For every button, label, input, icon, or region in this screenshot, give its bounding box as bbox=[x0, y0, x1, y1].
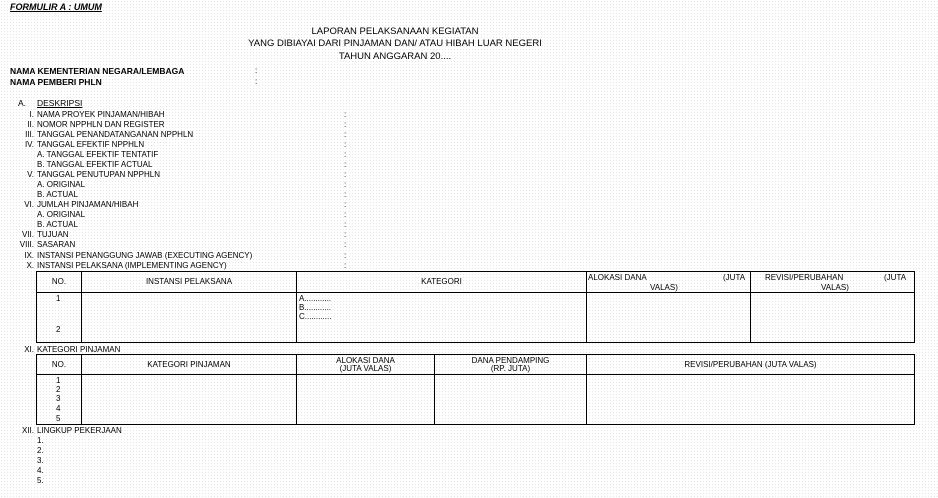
item-vi-b-colon: : bbox=[344, 220, 347, 229]
item-iv-number: IV. bbox=[24, 140, 34, 149]
implementing-agency-table bbox=[36, 271, 915, 343]
scope-item: 1. bbox=[37, 436, 44, 445]
table-xi-no-cell bbox=[37, 375, 82, 425]
table-x-header-revisi bbox=[751, 272, 915, 293]
section-xi-label: KATEGORI PINJAMAN bbox=[37, 345, 121, 354]
item-v-b-label: B. ACTUAL bbox=[37, 190, 78, 199]
item-i-number: I. bbox=[29, 110, 34, 119]
item-vi-label: JUMLAH PINJAMAN/HIBAH bbox=[37, 200, 139, 209]
table-x-row-number: 2 bbox=[56, 325, 61, 334]
alokasi-label: ALOKASI DANA bbox=[588, 273, 647, 282]
table-x-header-kategori: KATEGORI bbox=[297, 272, 587, 293]
ministry-label: NAMA KEMENTERIAN NEGARA/LEMBAGA bbox=[10, 66, 185, 76]
dana-line-2: (RP. JUTA) bbox=[490, 363, 531, 373]
item-ii-label: NOMOR NPPHLN DAN REGISTER bbox=[37, 120, 165, 129]
item-iii-colon: : bbox=[344, 130, 347, 139]
item-vii-label: TUJUAN bbox=[37, 230, 69, 239]
table-x-kategori-cell[interactable] bbox=[297, 293, 587, 343]
section-xii-label: LINGKUP PEKERJAAN bbox=[37, 426, 122, 435]
item-v-b-colon: : bbox=[344, 190, 347, 199]
item-i-colon: : bbox=[344, 110, 347, 119]
item-vi-colon: : bbox=[344, 200, 347, 209]
revisi-label: REVISI/PERUBAHAN bbox=[765, 273, 844, 282]
alokasi-unit-a: (JUTA bbox=[723, 273, 746, 282]
ministry-colon: : bbox=[255, 66, 258, 75]
table-x-header-instansi: INSTANSI PELAKSANA bbox=[82, 272, 297, 293]
table-xi-header-alokasi bbox=[297, 355, 435, 375]
section-a-letter: A. bbox=[18, 98, 27, 108]
item-ix-number: IX. bbox=[24, 251, 34, 260]
form-label: FORMULIR A : UMUM bbox=[10, 2, 102, 12]
item-ii-number: II. bbox=[27, 120, 34, 129]
table-xi-alokasi-cell[interactable] bbox=[297, 375, 435, 425]
table-xi-header-kategori: KATEGORI PINJAMAN bbox=[82, 355, 297, 375]
item-ix-colon: : bbox=[344, 251, 347, 260]
dana-line-1: DANA PENDAMPING bbox=[471, 355, 550, 365]
item-vii-number: VII. bbox=[21, 230, 34, 239]
item-v-colon: : bbox=[344, 170, 347, 179]
item-vii-colon: : bbox=[344, 230, 347, 239]
item-v-a-colon: : bbox=[344, 180, 347, 189]
table-xi-row-number: 2 bbox=[56, 385, 61, 394]
item-v-label: TANGGAL PENUTUPAN NPPHLN bbox=[37, 170, 160, 179]
table-x-no-cell bbox=[37, 293, 82, 343]
report-title-line-1: LAPORAN PELAKSANAAN KEGIATAN bbox=[311, 26, 479, 37]
section-a-title: DESKRIPSI bbox=[37, 98, 83, 108]
alokasi-line-2: (JUTA VALAS) bbox=[339, 363, 392, 373]
item-ix-label: INSTANSI PENANGGUNG JAWAB (EXECUTING AGENCY) bbox=[37, 251, 253, 260]
table-xi-dana-cell[interactable] bbox=[435, 375, 587, 425]
alokasi-line-1: ALOKASI DANA bbox=[336, 355, 395, 365]
item-ii-colon: : bbox=[344, 120, 347, 129]
revisi-unit-b: VALAS) bbox=[821, 283, 849, 292]
item-v-a-label: A. ORIGINAL bbox=[37, 180, 86, 189]
kategori-line-c: C............ bbox=[299, 312, 332, 321]
alokasi-unit-b: VALAS) bbox=[650, 283, 678, 292]
revisi-unit-a: (JUTA bbox=[884, 273, 907, 282]
report-title-line-3: TAHUN ANGGARAN 20.... bbox=[338, 51, 452, 62]
table-xi-header-no: NO. bbox=[37, 355, 82, 375]
item-iv-colon: : bbox=[344, 140, 347, 149]
table-xi-row-number: 1 bbox=[56, 376, 61, 385]
table-x-instansi-cell[interactable] bbox=[82, 293, 297, 343]
section-xii-number: XII. bbox=[21, 426, 34, 435]
kategori-line-b: B............ bbox=[299, 303, 332, 312]
scope-item: 2. bbox=[37, 446, 44, 455]
item-v-number: V. bbox=[27, 170, 34, 179]
section-xi-number: XI. bbox=[24, 345, 34, 354]
item-iv-label: TANGGAL EFEKTIF NPPHLN bbox=[37, 140, 145, 149]
item-vi-a-colon: : bbox=[344, 210, 347, 219]
item-i-label: NAMA PROYEK PINJAMAN/HIBAH bbox=[37, 110, 165, 119]
table-x-header-alokasi bbox=[587, 272, 751, 293]
item-viii-number: VIII. bbox=[19, 240, 34, 249]
item-iv-a-label: A. TANGGAL EFEKTIF TENTATIF bbox=[37, 150, 159, 159]
loan-category-table bbox=[36, 354, 915, 425]
scope-item: 5. bbox=[37, 476, 44, 485]
item-x-colon: : bbox=[344, 261, 347, 270]
table-xi-header-revisi: REVISI/PERUBAHAN (JUTA VALAS) bbox=[587, 355, 915, 375]
scope-item: 3. bbox=[37, 456, 44, 465]
table-xi-header-dana bbox=[435, 355, 587, 375]
table-xi-row-number: 4 bbox=[56, 404, 61, 413]
item-x-label: INSTANSI PELAKSANA (IMPLEMENTING AGENCY) bbox=[37, 261, 227, 270]
report-title-line-2: YANG DIBIAYAI DARI PINJAMAN DAN/ ATAU HIBAH LUAR NEGERI bbox=[248, 38, 542, 49]
item-iv-b-colon: : bbox=[344, 160, 347, 169]
item-viii-colon: : bbox=[344, 240, 347, 249]
table-xi-row-number: 5 bbox=[56, 414, 61, 423]
item-iii-label: TANGGAL PENANDATANGANAN NPPHLN bbox=[37, 130, 194, 139]
lender-colon: : bbox=[255, 77, 258, 86]
table-xi-revisi-cell[interactable] bbox=[587, 375, 915, 425]
lender-label: NAMA PEMBERI PHLN bbox=[10, 77, 102, 87]
item-iv-b-label: B. TANGGAL EFEKTIF ACTUAL bbox=[37, 160, 153, 169]
item-iv-a-colon: : bbox=[344, 150, 347, 159]
item-iii-number: III. bbox=[25, 130, 34, 139]
item-vi-number: VI. bbox=[24, 200, 34, 209]
item-x-number: X. bbox=[26, 261, 34, 270]
item-vi-a-label: A. ORIGINAL bbox=[37, 210, 86, 219]
table-x-revisi-cell[interactable] bbox=[751, 293, 915, 343]
table-x-header-no: NO. bbox=[37, 272, 82, 293]
table-x-alokasi-cell[interactable] bbox=[587, 293, 751, 343]
table-xi-row-number: 3 bbox=[56, 394, 61, 403]
table-xi-kategori-cell[interactable] bbox=[82, 375, 297, 425]
table-x-row-number: 1 bbox=[56, 294, 61, 303]
item-vi-b-label: B. ACTUAL bbox=[37, 220, 78, 229]
scope-item: 4. bbox=[37, 466, 44, 475]
kategori-line-a: A............ bbox=[299, 294, 332, 303]
item-viii-label: SASARAN bbox=[37, 240, 76, 249]
